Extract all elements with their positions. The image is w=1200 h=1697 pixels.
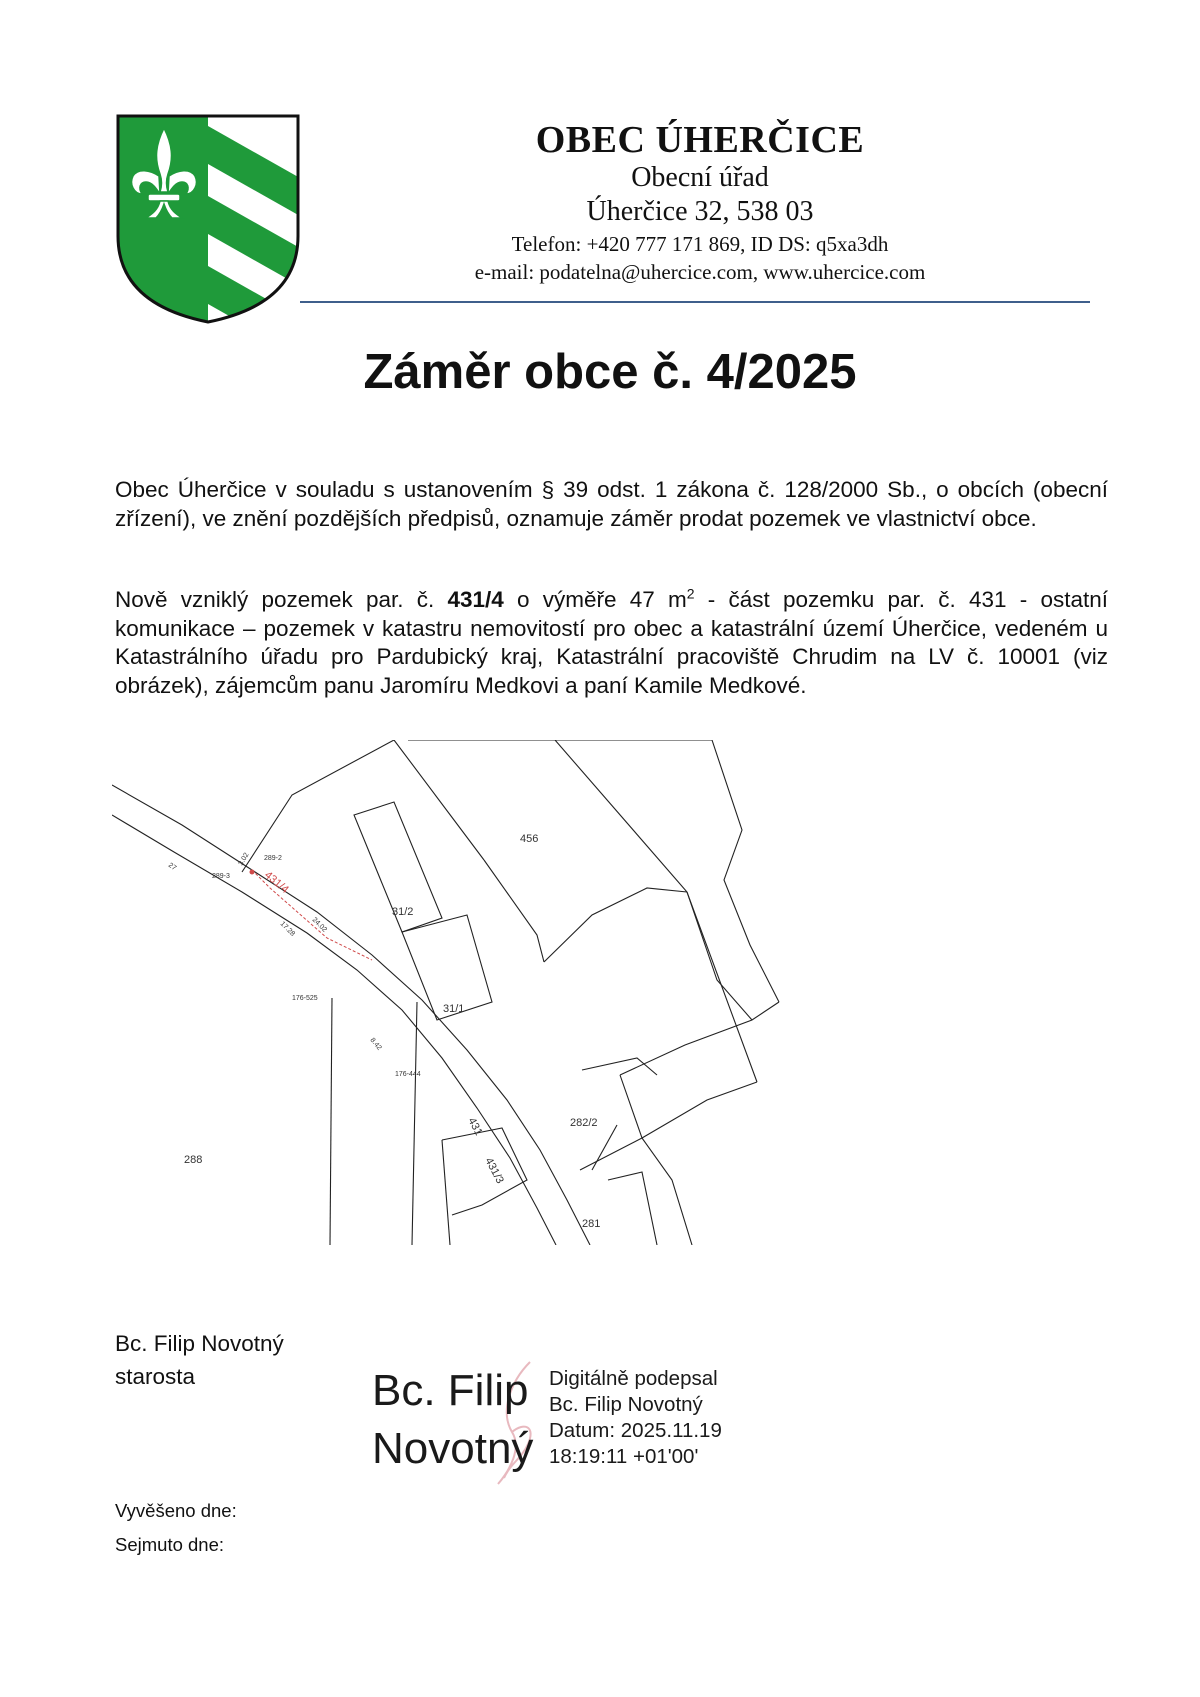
parcel-label-431-4: 431/4 (262, 869, 291, 896)
signer-role: starosta (115, 1364, 196, 1389)
distance-label: 3.02 (237, 851, 251, 867)
cadastral-map (112, 740, 828, 1245)
parcel-boundary (442, 1128, 527, 1215)
parcel-label-31-1: 31/1 (443, 1003, 465, 1015)
org-name: OBEC ÚHERČICE (535, 119, 865, 161)
parcel-paragraph (115, 586, 1108, 700)
intro-paragraph: Obec Úherčice v souladu s ustanovením § 39 odst. 1 zákona č. 128/2000 Sb., o obcích (obecní zřízení), ve znění pozdějších předpisů, oznamuje záměr prodat pozemek ve vlastnictví obce. (115, 477, 1108, 531)
signature-info-name: Bc. Filip Novotný (549, 1393, 703, 1416)
signature-info-date: Datum: 2025.11.19 (549, 1419, 722, 1442)
signature-info-time: 18:19:11 +01'00' (549, 1445, 699, 1468)
signer-name: Bc. Filip Novotný (115, 1331, 284, 1356)
parcel-number: 431/4 (447, 587, 504, 612)
parcel-label-281: 281 (582, 1218, 601, 1230)
parcel-boundary (330, 998, 332, 1245)
parcel-boundary (484, 860, 544, 962)
point-label-289-2: 289-2 (264, 855, 282, 862)
road-edge-upper (112, 785, 590, 1245)
point-label-176-444: 176-444 (395, 1071, 421, 1078)
point-label-289-3: 289-3 (212, 873, 230, 880)
signature-name-line1: Bc. Filip (372, 1366, 529, 1415)
parcel-boundary (642, 1082, 757, 1138)
parcel-boundary (712, 740, 779, 1002)
point-label-176-525: 176-525 (292, 995, 318, 1002)
posted-date-label: Vyvěšeno dne: (115, 1500, 237, 1521)
parcel-boundary (544, 888, 687, 962)
parcel-label-282-2: 282/2 (570, 1117, 598, 1129)
parcel-boundary (442, 1140, 450, 1245)
parcel-boundary (642, 1138, 692, 1245)
parcel-boundary (242, 740, 394, 872)
survey-point (250, 870, 255, 875)
parcel-text-rest: - část pozemku par. č. 431 - ostatní komunikace – pozemek v katastru nemovitostí pro obec a katastrální území Úherčice, vedeném u Katastrálního úřadu pro Pardubický kraj, Katastrální pracoviště Chrudim na LV č. 10001 (viz obrázek), zájemcům panu Jaromíru Medkovi a paní Kamile Medkové. (115, 587, 1108, 698)
distance-label: 17.28 (278, 920, 296, 938)
header-divider (300, 301, 1090, 303)
parcel-boundary (555, 740, 757, 1082)
municipal-coat-of-arms (116, 114, 300, 324)
parcel-boundary (582, 1058, 657, 1075)
parcel-label-288: 288 (184, 1154, 203, 1166)
area-unit-superscript: 2 (686, 585, 695, 602)
parcel-boundary (412, 1002, 417, 1245)
distance-label: 8.42 (368, 1036, 383, 1052)
contact-line: Telefon: +420 777 171 869, ID DS: q5xa3dh (511, 232, 889, 256)
parcel-label-431: 431 (465, 1115, 485, 1138)
parcel-boundary (592, 1125, 617, 1170)
road-edge-lower (112, 815, 556, 1245)
email-web-line: e-mail: podatelna@uhercice.com, www.uhercice.com (474, 260, 926, 284)
parcel-label-31-2: 31/2 (392, 906, 414, 918)
parcel-area: o výměře 47 m (503, 587, 687, 612)
parcel-text-prefix: Nově vzniklý pozemek par. č. (115, 587, 448, 612)
parcel-label-456: 456 (520, 833, 539, 845)
parcel-label-431-3: 431/3 (482, 1155, 506, 1186)
parcel-boundary (687, 892, 752, 1020)
signature-name-line2: Novotný (372, 1424, 534, 1473)
office-name: Obecní úřad (631, 162, 769, 193)
removed-date-label: Sejmuto dne: (115, 1534, 225, 1555)
document-title: Záměr obce č. 4/2025 (363, 345, 857, 399)
parcel-boundary (608, 1172, 657, 1245)
parcel-boundary (394, 740, 484, 860)
signature-info-signed: Digitálně podepsal (549, 1367, 718, 1390)
distance-label: 24.02 (310, 916, 328, 934)
office-address: Úherčice 32, 538 03 (586, 196, 814, 227)
parcel-label-27: 27 (166, 861, 178, 873)
